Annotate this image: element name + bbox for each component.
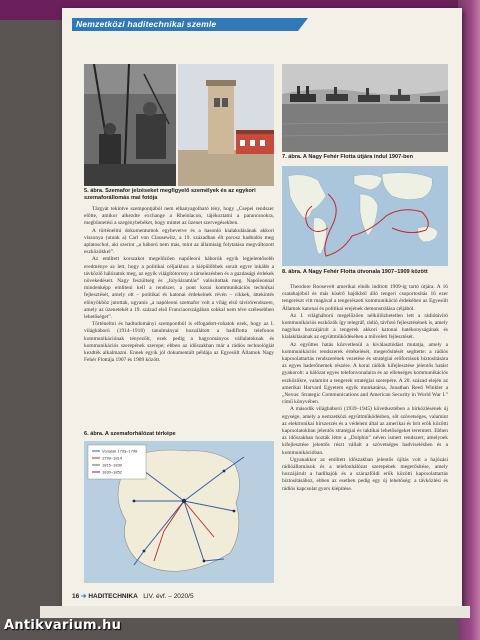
figure-6-network-map bbox=[84, 441, 274, 583]
figure-5-photo-observers bbox=[84, 64, 176, 186]
page-number: 16 bbox=[72, 593, 80, 600]
network-map-illustration bbox=[84, 441, 274, 583]
right-paragraph: Az együttes hatás közvetlenül a kiválasztódást mutatja, amely a kommunikációs rendszerek értékelését, megerősítését segítette: a rádiós kapcsolattartás rendszerének vezetése és stratégiai erőforrások biztosítására az egyes haderőnemek részére. A korai rádiók kifejlesztése jelentős hatást gyakorolt: a hálózat egyes telefonvonalaira és az ellenséges kommunikációs eszközökre, valamint a tengerek stratégiai szerepére. A 20. század elején az amerikai Harvard Egyetem egyik munkatársa, Jonathan Reed Winkler a „Nexus: Strategic Communications and American Security in World War I.” című könyvében. bbox=[282, 341, 448, 406]
magazine-page bbox=[62, 8, 462, 608]
map-legend-item: Vonalak 1793–1798 bbox=[102, 448, 138, 454]
figure-8-caption: 8. ábra. A Nagy Fehér Flotta útvonala 1907–1909 között bbox=[282, 269, 428, 275]
fleet-photo-illustration bbox=[282, 64, 448, 152]
right-text-column bbox=[282, 284, 448, 584]
figure-6-caption: 6. ábra. A szemaforhálózat térképe bbox=[84, 431, 176, 437]
map-legend-item: 1799–1814 bbox=[102, 455, 123, 461]
route-map-illustration bbox=[282, 166, 448, 266]
magazine-name: HADITECHNIKA bbox=[88, 593, 138, 600]
left-paragraph: Az említett korszakot megelőzően napóleoni háborúk egyik legjelentősebb eredménye az lett, hogy a politikai céljaikhoz a kiépülőbbek sorait egyre inkább a távközlő hálózatok meg, az egyik világítótorony a társelezésben és a gazdasági érdekek növekedéseit. Nagy feszültség és „folyóáramlás” valósítottak meg. Napóleonnal mindenképp említeni kell a rendszer, a pont korai kommunikációs technikai fejlesztését, amely ott – politikai és katonai érdekeinek révén – cikkek, áttekintés előnyökhöz jutottak, ugyanis „a napóleoni szemafor volt a világ első távírórendszere, amely az üzenetekét a 19. század első Franciaországában sokkal nem téve szélesebben lehetőséget”. bbox=[84, 256, 274, 321]
tower-photo-illustration bbox=[178, 64, 274, 186]
left-paragraph: Történelmi és hadtudományi szempontból is elfogadott-ruhatok ezek, hogy az I. világháború (1914–1918) tanulmányai hozzálátott a hadiflotta telefonos kommunikációnak tényezőit, ezek pedig a hagyományos vállalatoknak és kommunikációs szerepének szerepe; ebben az időszakban már a rádiós technológiát kezdték alkalmazni. Ennek egyik jól dokumentált példája az Egyesült Államok Nagy Fehér Flottája 1907 és 1909 között. bbox=[84, 321, 274, 364]
section-title: Nemzetközi haditechnikai szemle bbox=[72, 18, 298, 31]
arrow-icon: ➔ bbox=[81, 593, 87, 600]
right-paragraph: Az I. világháború megelőzően nélkülözhetetlen lett a rádiótávíró kommunikációs eszközök így telegráf, rádió, távfotó fejlesztésének is, amely nagyban hozzájárult a tengerek akkori katonai hatékonyságának és kialakításának az együttműködésében a műveleti fejlesztését. bbox=[282, 312, 449, 341]
figure-5-caption: 5. ábra. Szemafor jelzéseket megfigyelő személyek és az egykori szemaforállomás mai fotója bbox=[84, 188, 256, 201]
figure-7-caption: 7. ábra. A Nagy Fehér Flotta útjára indul 1907-ben bbox=[282, 154, 414, 160]
left-paragraph: A történelmi dokumentumok egybevetve és a hasonló kialakulásának akkori viszonya (utunk a) Carl von Clausewitz, a 19. században élt porosz hadtudós meg aplatoschol, aki szerint „a háború nem más, mint az államiság folytatása megváltozott eszközökkel”. bbox=[84, 227, 274, 256]
left-paragraph: Tárgyát tekintve szempontjából nem elhanyagolható tény, hogy „Csepei rendszer előtte, amikor alkezdte exchange a Rheinlacon, tájékoztatni a parancsnokra, megbüntetési a szegénybebéket, hogy mintet az üzenet szervegésekben. bbox=[84, 206, 274, 227]
watermark-text: Antikvarium.hu bbox=[4, 618, 122, 633]
left-text-column bbox=[84, 206, 274, 426]
map-legend-item: 1830–1852 bbox=[102, 469, 123, 475]
observers-photo-illustration bbox=[84, 64, 176, 186]
page-stack-edge bbox=[40, 606, 470, 618]
right-paragraph: A második világháború (1939–1945) következtében a hírközlésének új egysége, amely a nemzetközi együttműködésben, sőt szövetséges, valamint az elektronikai hírszerzés és a védelem által az amerikai és brit erők közötti kapcsolatokban jelentős stratégiai és taktikai lehetőségeket teremtett. Ebben az időszakban hozták létre a „Dolphin” néven ismert rendszert, amelynek kifejlesztése jelentős részt vállalt a szövetséges hadviselésben és a kommunikációban. bbox=[282, 406, 448, 456]
map-legend-item: 1815–1830 bbox=[102, 462, 123, 468]
right-paragraph: Ugyanakkor az említett időszakban jelentős újítás volt a hajózási rádióállomások és a telefonhálózat szerepének megerősítése, amely hozzájárult a hadihajók és a szárazföldi erők közötti kapcsolattartás biztosításához, ebben az esetben pedig egy új lehetőség: a távközlési és rádiós kapcsolat gyors kiépítése. bbox=[282, 456, 448, 492]
figure-7-photo-fleet bbox=[282, 64, 448, 152]
figure-5-photo-tower bbox=[178, 64, 274, 186]
right-paragraph: Theodore Roosevelt amerikai elnök indított 1909-ig tartó útjára. A 16 csatahajóból és más kísérő hajókból álló tengeri csoportosítás 16 ezer tengerészt vitt magával a tengerészeti kommunikáció érdekében az Egyesült Államok katonai és politikai erejének demonstrálása céljából. bbox=[282, 284, 448, 312]
issue-info: LIV. évf. – 2020/5 bbox=[143, 593, 194, 600]
figure-8-route-map bbox=[282, 166, 448, 266]
page-footer bbox=[72, 592, 194, 600]
